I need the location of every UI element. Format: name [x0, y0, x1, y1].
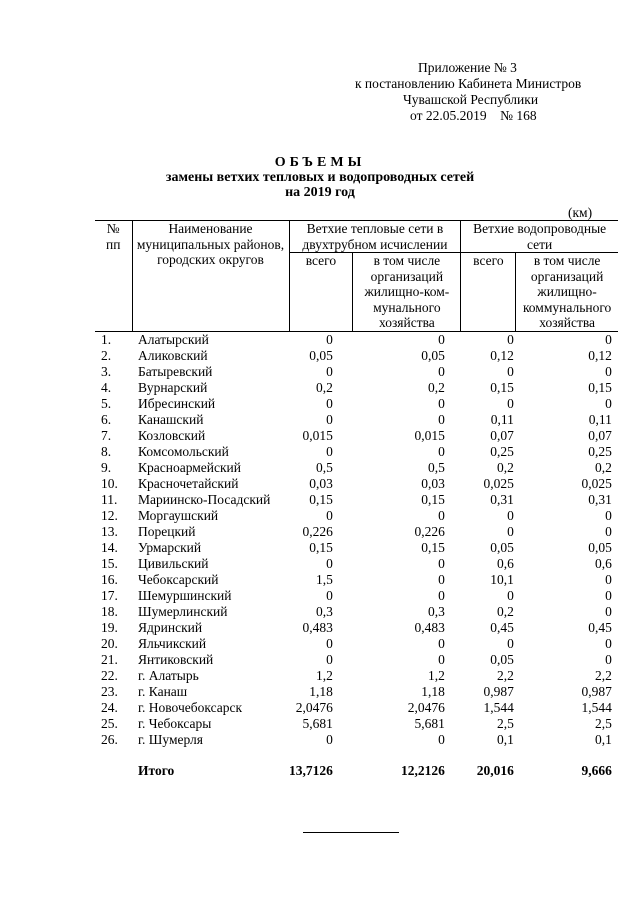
heat-total-cell: 0	[326, 395, 333, 411]
heat-total-cell: 0	[326, 651, 333, 667]
heat-total-cell: 0,2	[316, 379, 333, 395]
table-row	[95, 396, 618, 412]
row-name: Яльчикский	[138, 635, 207, 651]
row-number: 5.	[101, 395, 112, 411]
heat-incl-cell: 0,03	[421, 475, 445, 491]
heat-total-cell: 0,3	[316, 603, 333, 619]
header-water: Ветхие водопроводные сети	[461, 221, 618, 253]
water-total-cell: 0,025	[483, 475, 514, 491]
table-row	[95, 364, 618, 380]
total-heat-total: 13,7126	[289, 762, 333, 778]
table-row	[95, 732, 618, 748]
heat-incl-cell: 0,15	[421, 539, 445, 555]
table-row	[95, 348, 618, 364]
heat-incl-cell: 0	[438, 331, 445, 347]
row-number: 23.	[101, 683, 118, 699]
water-total-cell: 0,25	[490, 443, 514, 459]
row-number: 14.	[101, 539, 118, 555]
water-incl-cell: 0,1	[595, 731, 612, 747]
water-total-cell: 0,6	[497, 555, 514, 571]
row-number: 13.	[101, 523, 118, 539]
heat-incl-cell: 0	[438, 443, 445, 459]
row-name: г. Канаш	[138, 683, 188, 699]
row-name: г. Алатырь	[138, 667, 199, 683]
row-name: Комсомольский	[138, 443, 229, 459]
row-number: 12.	[101, 507, 118, 523]
water-total-cell: 0,05	[490, 651, 514, 667]
row-number: 16.	[101, 571, 118, 587]
table-row	[95, 700, 618, 716]
water-incl-cell: 0,12	[588, 347, 612, 363]
heat-total-cell: 1,18	[309, 683, 333, 699]
heat-total-cell: 0,015	[302, 427, 333, 443]
water-total-cell: 0	[507, 395, 514, 411]
heat-incl-cell: 0	[438, 587, 445, 603]
table-row	[95, 540, 618, 556]
total-water-incl: 9,666	[581, 762, 612, 778]
row-name: Янтиковский	[138, 651, 214, 667]
row-number: 2.	[101, 347, 112, 363]
water-total-cell: 0,2	[497, 603, 514, 619]
row-number: 6.	[101, 411, 112, 427]
header-no: № пп	[95, 221, 132, 332]
row-number: 25.	[101, 715, 118, 731]
heat-incl-cell: 0	[438, 363, 445, 379]
row-number: 3.	[101, 363, 112, 379]
row-name: г. Новочебоксарск	[138, 699, 243, 715]
water-total-cell: 0	[507, 523, 514, 539]
water-total-cell: 0,45	[490, 619, 514, 635]
water-incl-cell: 1,544	[581, 699, 612, 715]
appendix-line-3: Чувашской Республики	[403, 92, 539, 107]
row-number: 18.	[101, 603, 118, 619]
heat-total-cell: 0	[326, 331, 333, 347]
table-row	[95, 492, 618, 508]
heat-incl-cell: 2,0476	[407, 699, 445, 715]
water-total-cell: 0	[507, 363, 514, 379]
heat-incl-cell: 0	[438, 651, 445, 667]
water-total-cell: 0,1	[497, 731, 514, 747]
heat-total-cell: 0,15	[309, 491, 333, 507]
heat-incl-cell: 0	[438, 635, 445, 651]
water-incl-cell: 0	[605, 331, 612, 347]
table-row	[95, 508, 618, 524]
row-name: Цивильский	[138, 555, 209, 571]
heat-incl-cell: 0	[438, 507, 445, 523]
heat-incl-cell: 5,681	[414, 715, 445, 731]
heat-total-cell: 0	[326, 443, 333, 459]
table-row	[95, 444, 618, 460]
row-name: Мариинско-Посадский	[138, 491, 271, 507]
table-row	[95, 524, 618, 540]
table-row	[95, 380, 618, 396]
volumes-table	[95, 220, 618, 779]
table-body	[95, 331, 618, 748]
units-label: (км)	[568, 205, 593, 220]
water-incl-cell: 0,11	[588, 411, 612, 427]
row-number: 17.	[101, 587, 118, 603]
water-incl-cell: 0,05	[588, 539, 612, 555]
row-number: 24.	[101, 699, 118, 715]
heat-total-cell: 0	[326, 635, 333, 651]
heat-incl-cell: 0	[438, 411, 445, 427]
heat-total-cell: 0,5	[316, 459, 333, 475]
table-row	[95, 652, 618, 668]
row-name: Ибресинский	[138, 395, 216, 411]
heat-incl-cell: 1,2	[428, 667, 445, 683]
heat-total-cell: 2,0476	[295, 699, 333, 715]
water-incl-cell: 2,5	[595, 715, 612, 731]
row-number: 15.	[101, 555, 118, 571]
row-name: г. Чебоксары	[138, 715, 212, 731]
water-incl-cell: 0	[605, 571, 612, 587]
table-row	[95, 331, 618, 348]
row-number: 19.	[101, 619, 118, 635]
row-number: 7.	[101, 427, 112, 443]
row-name: Шемуршинский	[138, 587, 232, 603]
row-name: Ядринский	[138, 619, 203, 635]
water-total-cell: 0,987	[483, 683, 514, 699]
row-name: Аликовский	[138, 347, 208, 363]
heat-incl-cell: 0	[438, 731, 445, 747]
table-row	[95, 636, 618, 652]
water-incl-cell: 0,15	[588, 379, 612, 395]
water-total-cell: 0,12	[490, 347, 514, 363]
heat-incl-cell: 0,226	[414, 523, 445, 539]
row-number: 4.	[101, 379, 112, 395]
heat-incl-cell: 0,5	[428, 459, 445, 475]
table-row	[95, 668, 618, 684]
heat-incl-cell: 0,15	[421, 491, 445, 507]
table-row	[95, 556, 618, 572]
water-total-cell: 0,31	[490, 491, 514, 507]
row-number: 8.	[101, 443, 112, 459]
heat-incl-cell: 0	[438, 571, 445, 587]
table-row	[95, 588, 618, 604]
heat-incl-cell: 0,483	[414, 619, 445, 635]
table-row	[95, 684, 618, 700]
heat-total-cell: 1,5	[316, 571, 333, 587]
heat-total-cell: 0,03	[309, 475, 333, 491]
heat-incl-cell: 0	[438, 555, 445, 571]
water-total-cell: 0,11	[490, 411, 514, 427]
row-name: Чебоксарский	[138, 571, 219, 587]
water-incl-cell: 0,31	[588, 491, 612, 507]
row-number: 26.	[101, 731, 118, 747]
header-heat-incl: в том числе организаций жилищно-ком-мунального хозяйства	[353, 253, 461, 332]
row-name: Урмарский	[138, 539, 202, 555]
row-number: 9.	[101, 459, 112, 475]
water-incl-cell: 2,2	[595, 667, 612, 683]
table-row	[95, 476, 618, 492]
heat-total-cell: 5,681	[302, 715, 333, 731]
row-number: 20.	[101, 635, 118, 651]
heat-total-cell: 0,05	[309, 347, 333, 363]
water-incl-cell: 0,07	[588, 427, 612, 443]
water-incl-cell: 0	[605, 651, 612, 667]
water-total-cell: 0,2	[497, 459, 514, 475]
row-name: Моргаушский	[138, 507, 219, 523]
row-name: Канашский	[138, 411, 204, 427]
row-name: Козловский	[138, 427, 206, 443]
row-number: 11.	[101, 491, 118, 507]
heat-total-cell: 0	[326, 363, 333, 379]
water-total-cell: 0	[507, 507, 514, 523]
table-row	[95, 716, 618, 732]
water-incl-cell: 0,025	[581, 475, 612, 491]
heat-incl-cell: 0,3	[428, 603, 445, 619]
row-number: 1.	[101, 331, 112, 347]
appendix-block	[300, 60, 640, 124]
water-total-cell: 10,1	[490, 571, 514, 587]
table-row	[95, 572, 618, 588]
water-incl-cell: 0	[605, 603, 612, 619]
row-number: 21.	[101, 651, 118, 667]
header-heat-total: всего	[289, 253, 353, 332]
heat-total-cell: 0	[326, 587, 333, 603]
table-row	[95, 620, 618, 636]
row-name: Вурнарский	[138, 379, 208, 395]
row-name: Шумерлинский	[138, 603, 228, 619]
water-total-cell: 0	[507, 587, 514, 603]
heat-total-cell: 1,2	[316, 667, 333, 683]
water-incl-cell: 0	[605, 635, 612, 651]
table-row	[95, 604, 618, 620]
water-total-cell: 2,5	[497, 715, 514, 731]
document-title	[0, 155, 640, 200]
water-incl-cell: 0	[605, 523, 612, 539]
title-main: ОБЪЕМЫ	[274, 155, 366, 170]
water-incl-cell: 0	[605, 587, 612, 603]
row-name: Батыревский	[138, 363, 213, 379]
row-name: Порецкий	[138, 523, 196, 539]
water-total-cell: 0,05	[490, 539, 514, 555]
header-name: Наименование муниципальных районов, городских округов	[132, 221, 289, 332]
heat-total-cell: 0	[326, 555, 333, 571]
water-total-cell: 1,544	[483, 699, 514, 715]
total-heat-incl: 12,2126	[401, 762, 445, 778]
heat-incl-cell: 0,05	[421, 347, 445, 363]
table-row	[95, 460, 618, 476]
total-water-total: 20,016	[476, 762, 514, 778]
table-row	[95, 428, 618, 444]
water-incl-cell: 0	[605, 507, 612, 523]
water-total-cell: 2,2	[497, 667, 514, 683]
heat-incl-cell: 1,18	[421, 683, 445, 699]
total-row	[95, 748, 618, 779]
water-incl-cell: 0,25	[588, 443, 612, 459]
water-incl-cell: 0,2	[595, 459, 612, 475]
row-name: Алатырский	[138, 331, 209, 347]
row-name: г. Шумерля	[138, 731, 204, 747]
water-incl-cell: 0,6	[595, 555, 612, 571]
heat-incl-cell: 0,2	[428, 379, 445, 395]
bottom-rule	[303, 832, 399, 833]
water-total-cell: 0	[507, 635, 514, 651]
appendix-line-2: к постановлению Кабинета Министров	[355, 76, 582, 91]
heat-total-cell: 0,15	[309, 539, 333, 555]
title-sub-2: на 2019 год	[285, 185, 355, 200]
appendix-line-4: от 22.05.2019 № 168	[410, 108, 537, 123]
water-total-cell: 0,15	[490, 379, 514, 395]
heat-total-cell: 0	[326, 507, 333, 523]
water-incl-cell: 0,45	[588, 619, 612, 635]
water-total-cell: 0	[507, 331, 514, 347]
header-heat: Ветхие тепловые сети в двухтрубном исчислении	[289, 221, 461, 253]
table-row	[95, 412, 618, 428]
appendix-line-1: Приложение № 3	[418, 60, 517, 75]
row-name: Красночетайский	[138, 475, 239, 491]
heat-incl-cell: 0,015	[414, 427, 445, 443]
row-number: 22.	[101, 667, 118, 683]
heat-total-cell: 0	[326, 411, 333, 427]
water-total-cell: 0,07	[490, 427, 514, 443]
total-label: Итого	[138, 762, 175, 778]
heat-total-cell: 0,226	[302, 523, 333, 539]
title-sub-1: замены ветхих тепловых и водопроводных сетей	[165, 170, 475, 185]
water-incl-cell: 0	[605, 363, 612, 379]
heat-total-cell: 0	[326, 731, 333, 747]
header-water-incl: в том числе организаций жилищно-коммунального хозяйства	[516, 253, 618, 332]
row-number: 10.	[101, 475, 118, 491]
heat-incl-cell: 0	[438, 395, 445, 411]
heat-total-cell: 0,483	[302, 619, 333, 635]
header-water-total: всего	[461, 253, 516, 332]
water-incl-cell: 0,987	[581, 683, 612, 699]
water-incl-cell: 0	[605, 395, 612, 411]
row-name: Красноармейский	[138, 459, 242, 475]
